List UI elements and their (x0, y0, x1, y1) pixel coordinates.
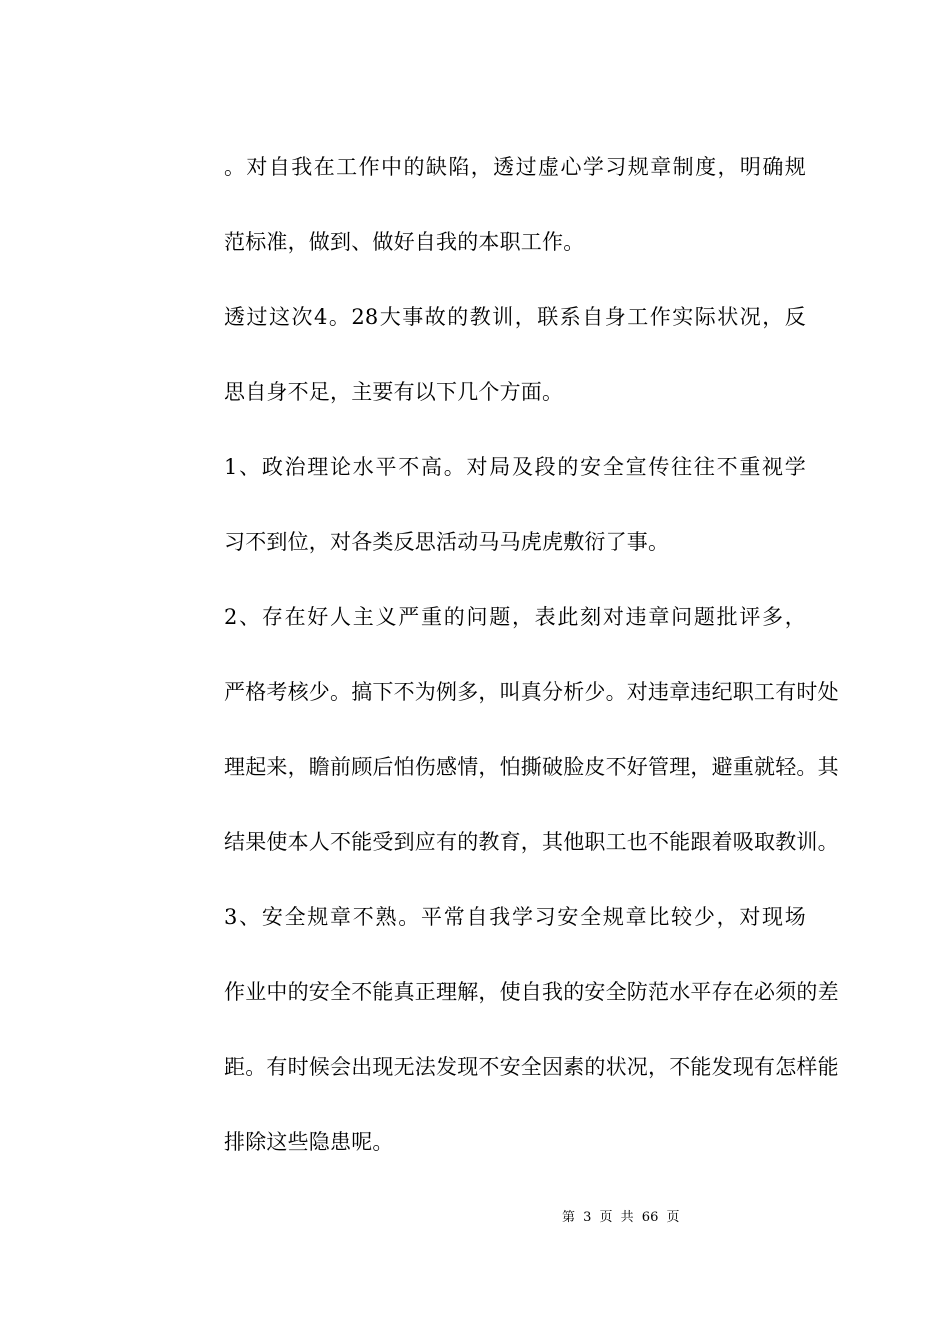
text-line: 范标准，做到、做好自我的本职工作。 (224, 230, 585, 254)
text-line: 透过这次4。28大事故的教训，联系自身工作实际状况，反 (224, 305, 806, 329)
text-line: 理起来，瞻前顾后怕伤感情，怕撕破脸皮不好管理，避重就轻。其 (224, 755, 839, 779)
text-line: 习不到位，对各类反思活动马马虎虎敷衍了事。 (224, 530, 670, 554)
text-line: 1、政治理论水平不高。对局及段的安全宣传往往不重视学 (224, 455, 806, 479)
text-line: 3、安全规章不熟。平常自我学习安全规章比较少，对现场 (224, 905, 806, 929)
text-line: 思自身不足，主要有以下几个方面。 (224, 380, 564, 404)
text-line: 距。有时候会出现无法发现不安全因素的状况，不能发现有怎样能 (224, 1055, 839, 1079)
paragraph-4 (146, 580, 839, 880)
text-line: 结果使本人不能受到应有的教育，其他职工也不能跟着吸取教训。 (224, 830, 839, 854)
paragraph-5 (146, 880, 839, 1180)
paragraph-2 (146, 280, 806, 430)
text-line: 严格考核少。搞下不为例多，叫真分析少。对违章违纪职工有时处 (224, 680, 839, 704)
text-line: 2、存在好人主义严重的问题，表此刻对违章问题批评多， (224, 605, 806, 629)
body-text (146, 130, 839, 1180)
text-line: 排除这些隐患呢。 (224, 1130, 394, 1154)
paragraph-3 (146, 430, 806, 580)
page-number-label: 第 3 页 共 66 页 (562, 1210, 680, 1225)
paragraph-1 (146, 130, 806, 280)
text-line: 。对自我在工作中的缺陷，透过虚心学习规章制度，明确规 (224, 155, 806, 179)
text-line: 作业中的安全不能真正理解，使自我的安全防范水平存在必须的差 (224, 980, 839, 1004)
